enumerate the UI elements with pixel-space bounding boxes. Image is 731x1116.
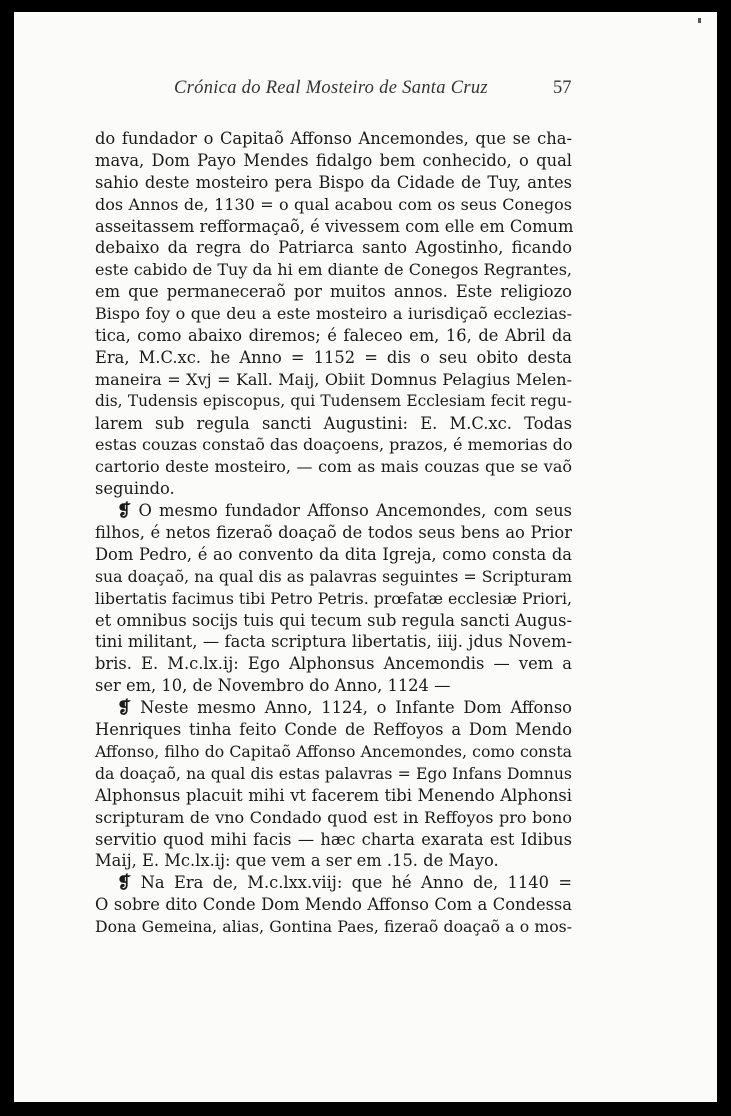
text-line: filhos, é netos fizeraõ doaçaõ de todos seus bens ao Prior: [95, 523, 572, 543]
page-number: 57: [553, 78, 572, 98]
text-line: do fundador o Capitaõ Affonso Ancemondes, que se cha-: [95, 129, 572, 148]
body-text: [95, 128, 572, 938]
text-line: Era, M.C.xc. he Anno = 1152 = dis o seu obito desta: [95, 347, 572, 367]
text-line: O sobre dito Conde Dom Mendo Affonso Com a Condessa: [95, 895, 572, 915]
text-line: [95, 872, 572, 894]
paragraph-opening: Neste mesmo Anno, 1124, o Infante Dom Affonso: [140, 698, 572, 718]
text-line: seguindo.: [95, 479, 175, 499]
text-line: dis, Tudensis episcopus, qui Tudensem Ecclesiam fecit regu-: [95, 391, 572, 410]
text-line: tini militant, — facta scriptura libertatis, iiij. jdus Novem-: [95, 632, 572, 652]
text-line: libertatis facimus tibi Petro Petris. prœfatæ ecclesiæ Priori,: [95, 588, 572, 608]
text-line: asseitassem refformaçaõ, é vivessem com elle em Comum: [95, 216, 574, 236]
text-line: em que permaneceraõ por muitos annos. Este religiozo: [95, 282, 572, 302]
text-line: tica, como abaixo diremos; é faleceo em, 16, de Abril da: [95, 326, 572, 346]
text-line: maneira = Xvj = Kall. Maij, Obiit Domnus Pelagius Melen-: [95, 369, 572, 389]
text-line: [95, 697, 572, 719]
text-line: Alphonsus placuit mihi vt facerem tibi Menendo Alphonsi: [95, 785, 572, 805]
text-line: Maij, E. Mc.lx.ij: que vem a ser em .15. de Mayo.: [95, 851, 499, 871]
text-line: servitio quod mihi facis — hæc charta exarata est Idibus: [95, 829, 572, 849]
text-line: et omnibus socijs tuis qui tecum sub regula sancti Augus-: [95, 610, 572, 630]
text-line: mava, Dom Payo Mendes fidalgo bem conhecido, o qual: [95, 150, 572, 170]
text-line: sahio deste mosteiro pera Bispo da Cidade de Tuy, antes: [95, 172, 572, 192]
paragraph-mark-icon: ❡: [117, 698, 132, 719]
paragraph-opening: O mesmo fundador Affonso Ancemondes, com seus: [138, 501, 572, 521]
book-page: [14, 12, 717, 1102]
text-line: larem sub regula sancti Augustini: E. M.C.xc. Todas: [95, 413, 572, 433]
print-speck: [698, 18, 701, 23]
running-header: [14, 78, 717, 102]
text-line: Affonso, filho do Capitaõ Affonso Ancemondes, como consta: [95, 741, 572, 761]
text-line: sua doaçaõ, na qual dis as palavras seguintes = Scripturam: [95, 566, 572, 586]
text-line: ser em, 10, de Novembro do Anno, 1124 —: [95, 676, 451, 696]
paragraph-mark-icon: ❡: [117, 873, 132, 894]
text-line: da doaçaõ, na qual dis estas palavras = Ego Infans Domnus: [95, 763, 572, 783]
text-line: cartorio deste mosteiro, — com as mais couzas que se vaõ: [95, 457, 572, 477]
running-title: Crónica do Real Mosteiro de Santa Cruz: [174, 78, 488, 98]
text-line: [95, 500, 572, 522]
text-line: debaixo da regra do Patriarca santo Agostinho, ficando: [95, 238, 572, 258]
text-line: bris. E. M.c.lx.ij: Ego Alphonsus Ancemondis — vem a: [95, 654, 572, 674]
text-line: Dom Pedro, é ao convento da dita Igreja, como consta da: [95, 544, 572, 564]
text-line: scripturam de vno Condado quod est in Reffoyos pro bono: [95, 807, 572, 827]
text-line: Henriques tinha feito Conde de Reffoyos a Dom Mendo: [95, 720, 572, 740]
paragraph-mark-icon: ❡: [117, 501, 132, 522]
text-line: Bispo foy o que deu a este mosteiro a iurisdiçaõ ecclezias-: [95, 304, 572, 324]
text-line: estas couzas constaõ das doaçoens, prazos, é memorias do: [95, 435, 573, 455]
paragraph-opening: Na Era de, M.c.lxx.viij: que hé Anno de, 1140 =: [140, 873, 572, 893]
text-line: dos Annos de, 1130 = o qual acabou com os seus Conegos: [95, 194, 572, 214]
text-line: Dona Gemeina, alias, Gontina Paes, fizeraõ doaçaõ a o mos-: [95, 917, 572, 937]
text-line: este cabido de Tuy da hi em diante de Conegos Regrantes,: [95, 260, 572, 280]
